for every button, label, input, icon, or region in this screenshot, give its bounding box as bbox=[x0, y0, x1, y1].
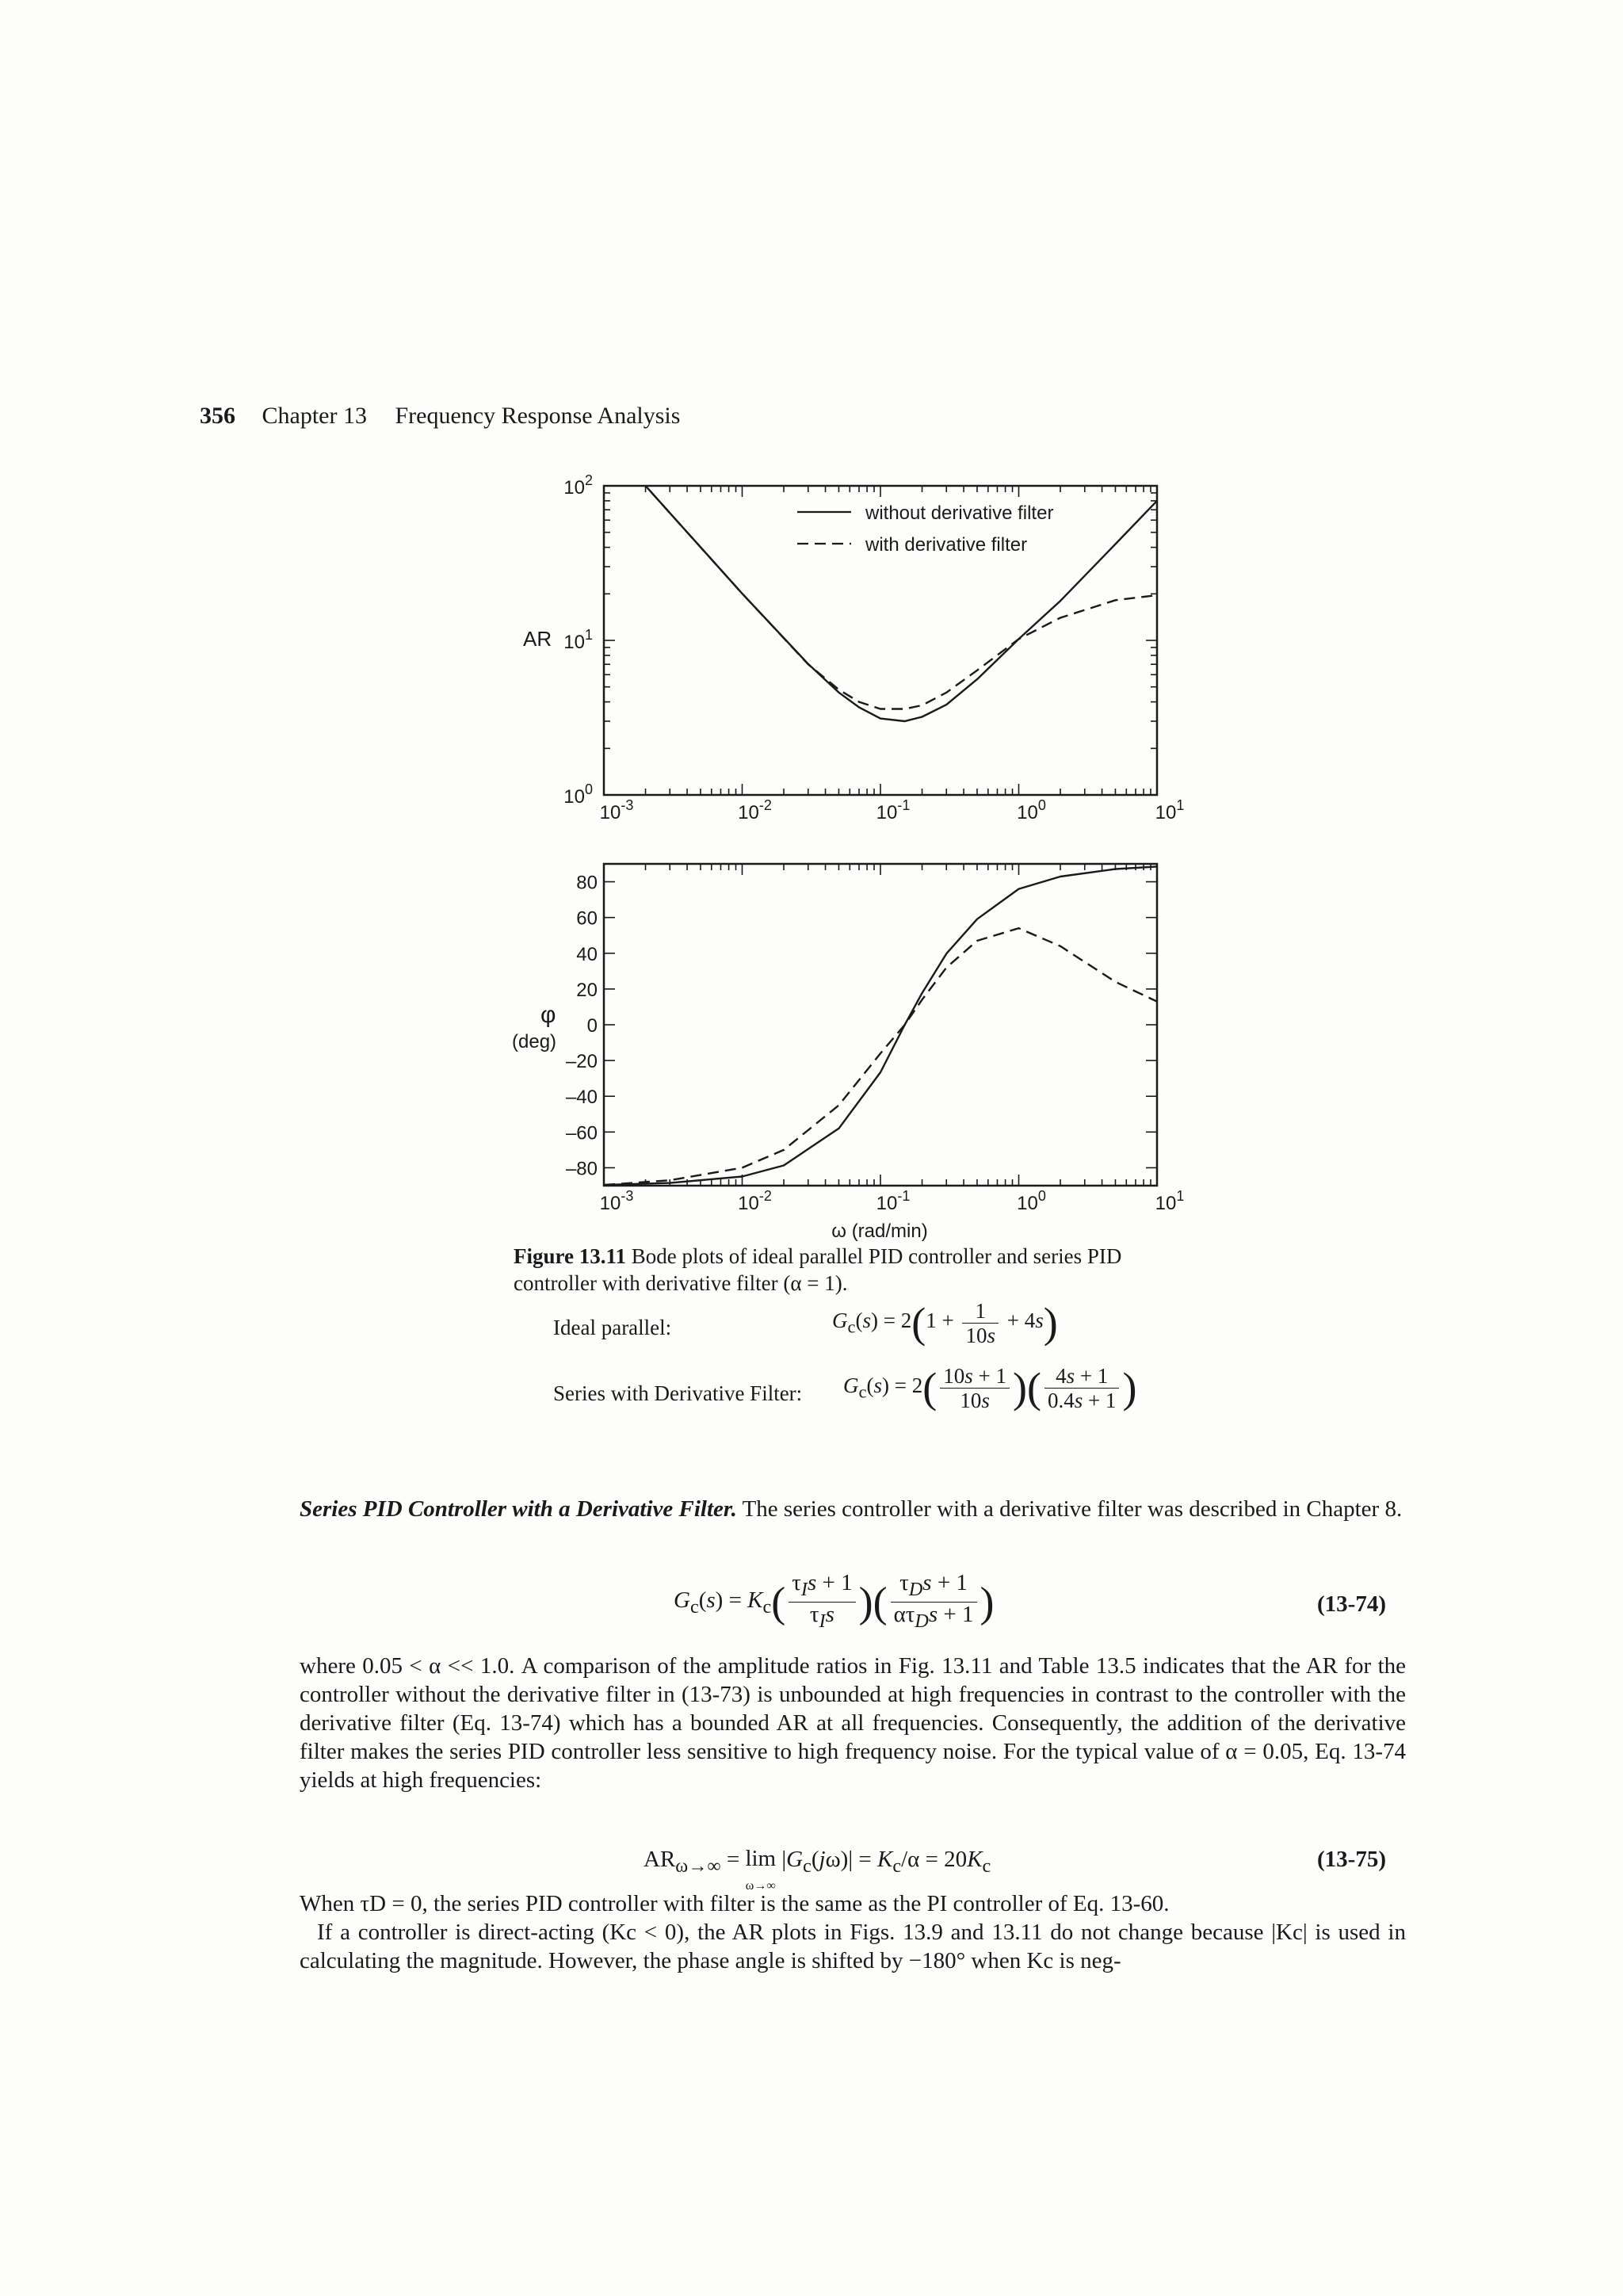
ar-ytick-label: $10^1$ bbox=[563, 627, 593, 653]
phase-xtick-labels bbox=[600, 1188, 1185, 1214]
phase-ytick-label: –40 bbox=[565, 1087, 598, 1109]
ar-ytick-labels bbox=[563, 472, 593, 808]
phase-ylabel-symbol: φ bbox=[540, 1002, 556, 1028]
phase-ytick-label: 20 bbox=[576, 979, 598, 1001]
phase-ytick-label: 40 bbox=[576, 943, 598, 965]
phase-xtick-label: $10^{-1}$ bbox=[876, 1188, 911, 1214]
phase-ytick-label: 0 bbox=[586, 1015, 598, 1037]
section-body: where 0.05 < α << 1.0. A comparison of the amplitude ratios in Fig. 13.11 and Table 13.5 indicates that the AR for the controller without the derivative filter in (13-73) is unbounded at high frequencies in contrast to the controller with the derivative filter (Eq. 13-74) which has a bounded AR at all frequencies. Consequently, the addition of the derivative filter makes the series PID controller less sensitive to high frequency noise. For the typical value of α = 0.05, Eq. 13-74 yields at high frequencies: bbox=[300, 1653, 1406, 1793]
phase-plot-frame bbox=[604, 864, 1157, 1186]
chapter-label: Chapter 13 bbox=[262, 403, 367, 429]
section-intro-text: The series controller with a derivative filter was described in Chapter 8. bbox=[742, 1496, 1403, 1522]
ar-xtick-label: $10^{-2}$ bbox=[738, 797, 772, 823]
section-lead: Series PID Controller with a Derivative Filter. bbox=[300, 1496, 737, 1522]
phase-ytick-label: 60 bbox=[576, 907, 598, 930]
legend-label-solid: without derivative filter bbox=[865, 502, 1054, 524]
ar-xtick-label: $10^{-1}$ bbox=[876, 797, 911, 823]
phase-ytick-label: –80 bbox=[565, 1158, 598, 1180]
eq-ideal: $G_c(s) = 2(1$ + $\frac{1}{10s}$ + 4s) bbox=[832, 1298, 1058, 1347]
chapter-title: Frequency Response Analysis bbox=[395, 403, 681, 429]
ar-series-with-filter bbox=[604, 439, 1157, 709]
phase-xtick-label: $10^1$ bbox=[1155, 1188, 1185, 1214]
ar-lines bbox=[604, 439, 1157, 721]
ar-xtick-label: $10^{-3}$ bbox=[599, 797, 634, 823]
caption-text: Bode plots of ideal parallel PID controller and series PID controller with derivative filter (α = 1). bbox=[514, 1244, 1122, 1295]
eq-13-75: $AR_{\omega\to\infty} = \lim$ ω→∞ $|G_c(j\omega)| = K_c/\alpha = 20K_c$ bbox=[643, 1846, 991, 1893]
phase-ytick-label: 80 bbox=[576, 872, 598, 894]
ar-ylabel: AR bbox=[523, 627, 552, 651]
phase-ytick-label: –20 bbox=[565, 1051, 598, 1073]
phase-plot bbox=[512, 864, 1184, 1242]
phase-ytick-label: –60 bbox=[565, 1122, 598, 1144]
ar-ytick-label: $10^2$ bbox=[563, 472, 593, 499]
eq-ideal-label: Ideal parallel: bbox=[553, 1316, 672, 1339]
ar-xtick-labels bbox=[600, 797, 1185, 823]
phase-ticks bbox=[604, 864, 1157, 1186]
eq-13-74-number: (13-74) bbox=[1317, 1591, 1386, 1617]
eq-13-74: $G_c(s) = K_c$( $\frac{\tau_Is + 1}{\tau_Is}$ )( $\frac{\tau_Ds + 1}{\alpha\tau_Ds + 1}$ ) bbox=[674, 1570, 995, 1632]
phase-ylabel-unit: (deg) bbox=[512, 1031, 557, 1052]
section-p3: If a controller is direct-acting (Kc < 0), the AR plots in Figs. 13.9 and 13.11 do not change because |Kc| is used in calculating the magnitude. However, the phase angle is shifted by −180° when Kc is neg- bbox=[300, 1920, 1406, 1973]
phase-lines bbox=[604, 866, 1157, 1185]
caption-label: Figure 13.11 bbox=[514, 1244, 627, 1268]
phase-ytick-labels bbox=[566, 873, 598, 1180]
legend-label-dashed: with derivative filter bbox=[865, 534, 1028, 556]
ar-xtick-label: $10^1$ bbox=[1155, 797, 1185, 823]
figure-caption bbox=[514, 1243, 1163, 1297]
ar-xtick-label: $10^0$ bbox=[1017, 797, 1046, 823]
section-intro bbox=[300, 1495, 1406, 1523]
eq-series-label: Series with Derivative Filter: bbox=[553, 1381, 803, 1405]
phase-xlabel: ω (rad/min) bbox=[831, 1221, 928, 1242]
eq-13-75-number: (13-75) bbox=[1317, 1847, 1386, 1872]
ar-series-without-filter bbox=[604, 439, 1157, 721]
phase-series-with-filter bbox=[604, 928, 1157, 1185]
ar-plot bbox=[523, 439, 1184, 823]
phase-series-without-filter bbox=[604, 866, 1157, 1185]
eq-series: $G_c(s) = 2$( $\frac{10s + 1}{10s}$ )( $\frac{4s + 1}{0.4s + 1}$ ) bbox=[843, 1363, 1137, 1412]
phase-xtick-label: $10^{-3}$ bbox=[599, 1188, 634, 1214]
section-p2: When τD = 0, the series PID controller with filter is the same as the PI controller of Eq. 13-60. bbox=[300, 1891, 1170, 1916]
phase-xtick-label: $10^{-2}$ bbox=[738, 1188, 772, 1214]
page-number: 356 bbox=[200, 403, 235, 429]
ar-ytick-label: $10^0$ bbox=[563, 781, 593, 808]
phase-xtick-label: $10^0$ bbox=[1017, 1188, 1046, 1214]
